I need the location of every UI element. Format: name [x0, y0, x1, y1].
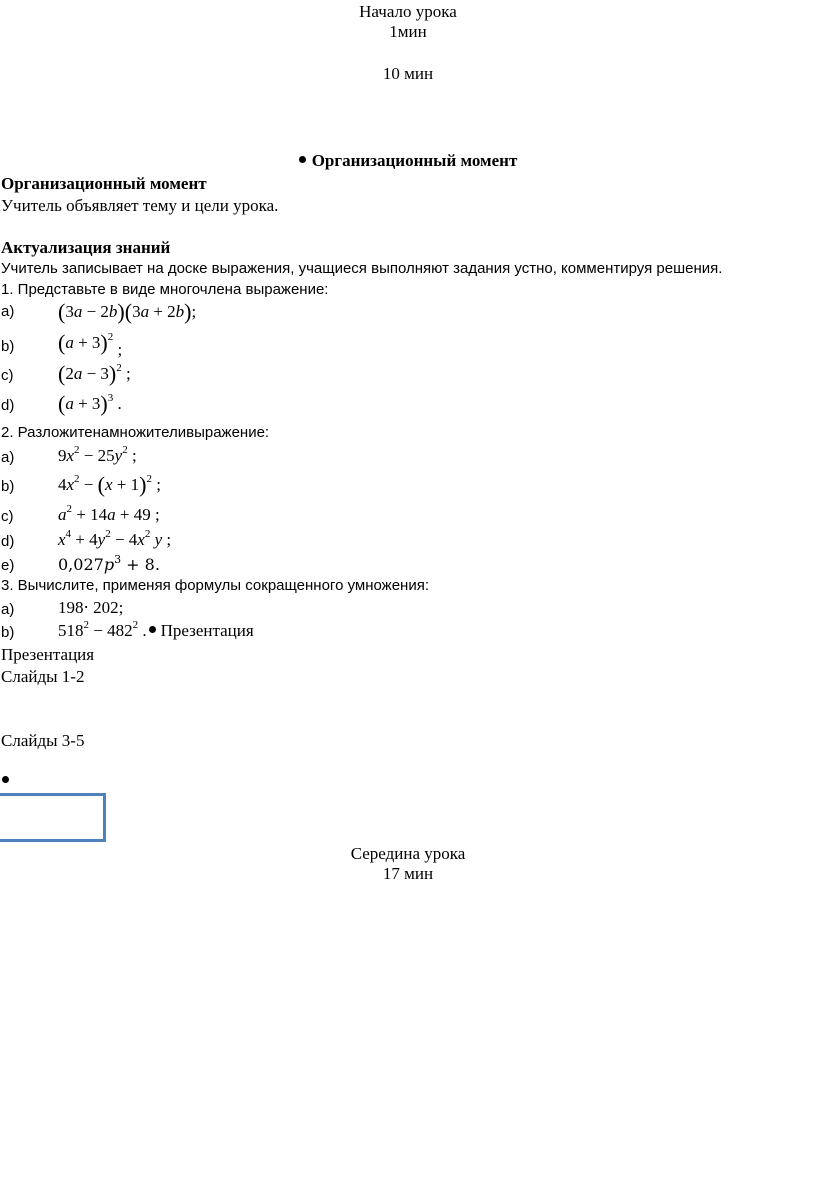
org-text: Учитель объявляет тему и цели урока. [1, 196, 279, 215]
task2-e-expression: $0,027p^3 + 8$. [58, 553, 160, 574]
task1-a-expression: (3a − 2b)(3a + 2b); [58, 299, 197, 324]
bullet-icon [299, 156, 306, 163]
task2-d-label: d) [1, 533, 15, 550]
task2-title: 2. Разложитенамножителивыражение: [1, 424, 270, 441]
org-heading: Организационный момент [1, 174, 207, 193]
task1-d-expression: $(a + 3)^3$ . [58, 391, 122, 416]
task1-b-expression: $(a + 3)^2$ ; [58, 330, 123, 359]
task2-e-label: е) [1, 557, 15, 574]
lesson-start-duration: 1мин [389, 22, 427, 41]
task1-b-label: b) [1, 338, 15, 355]
task1-a-label: а) [1, 303, 15, 320]
presentation-label: Презентация [1, 645, 95, 664]
stage-heading: Организационный момент [0, 151, 816, 171]
task3-title: 3. Вычислите, применяя формулы сокращенного умножения: [1, 577, 430, 594]
actual-intro: Учитель записывает на доске выражения, учащиеся выполняют задания устно, комментируя решения. [1, 260, 723, 277]
lesson-middle-duration: 17 мин [382, 864, 434, 883]
slide-frame [0, 793, 106, 842]
task2-b-expression: $4x^2 - (x + 1)^2$ ; [58, 472, 161, 497]
actual-heading: Актуализация знаний [1, 238, 171, 257]
task2-a-expression: $9x^2 - 25y^2$ ; [58, 444, 137, 465]
task1-c-expression: $(2a - 3)^2$ ; [58, 361, 131, 386]
task3-a-label: а) [1, 601, 15, 618]
task1-d-label: d) [1, 397, 15, 414]
task1-title: 1. Представьте в виде многочлена выражение: [1, 281, 329, 298]
task2-c-label: с) [1, 508, 14, 525]
task2-c-expression: $a^2 + 14a + 49$ ; [58, 503, 160, 524]
stage-duration: 10 мин [382, 64, 434, 83]
slides-1-2: Слайды 1-2 [1, 667, 85, 686]
task3-a-expression: 198⋅ 202; [58, 598, 124, 617]
slides-3-5: Слайды 3-5 [1, 731, 85, 750]
task2-d-expression: $x^4 + 4y^2 - 4x^2$ y ; [58, 528, 172, 549]
lesson-middle-title: Середина урока [350, 844, 466, 863]
task1-c-label: с) [1, 367, 14, 384]
task2-b-label: b) [1, 478, 15, 495]
bullet-icon [2, 773, 15, 791]
task2-a-label: а) [1, 449, 15, 466]
lesson-start-title: Начало урока [359, 2, 457, 21]
task3-b-expression: $518^2 - 482^2$ . Презентация [58, 619, 254, 640]
presentation-inline: Презентация [160, 621, 254, 640]
bullet-icon [149, 626, 156, 633]
task3-b-label: b) [1, 624, 15, 641]
